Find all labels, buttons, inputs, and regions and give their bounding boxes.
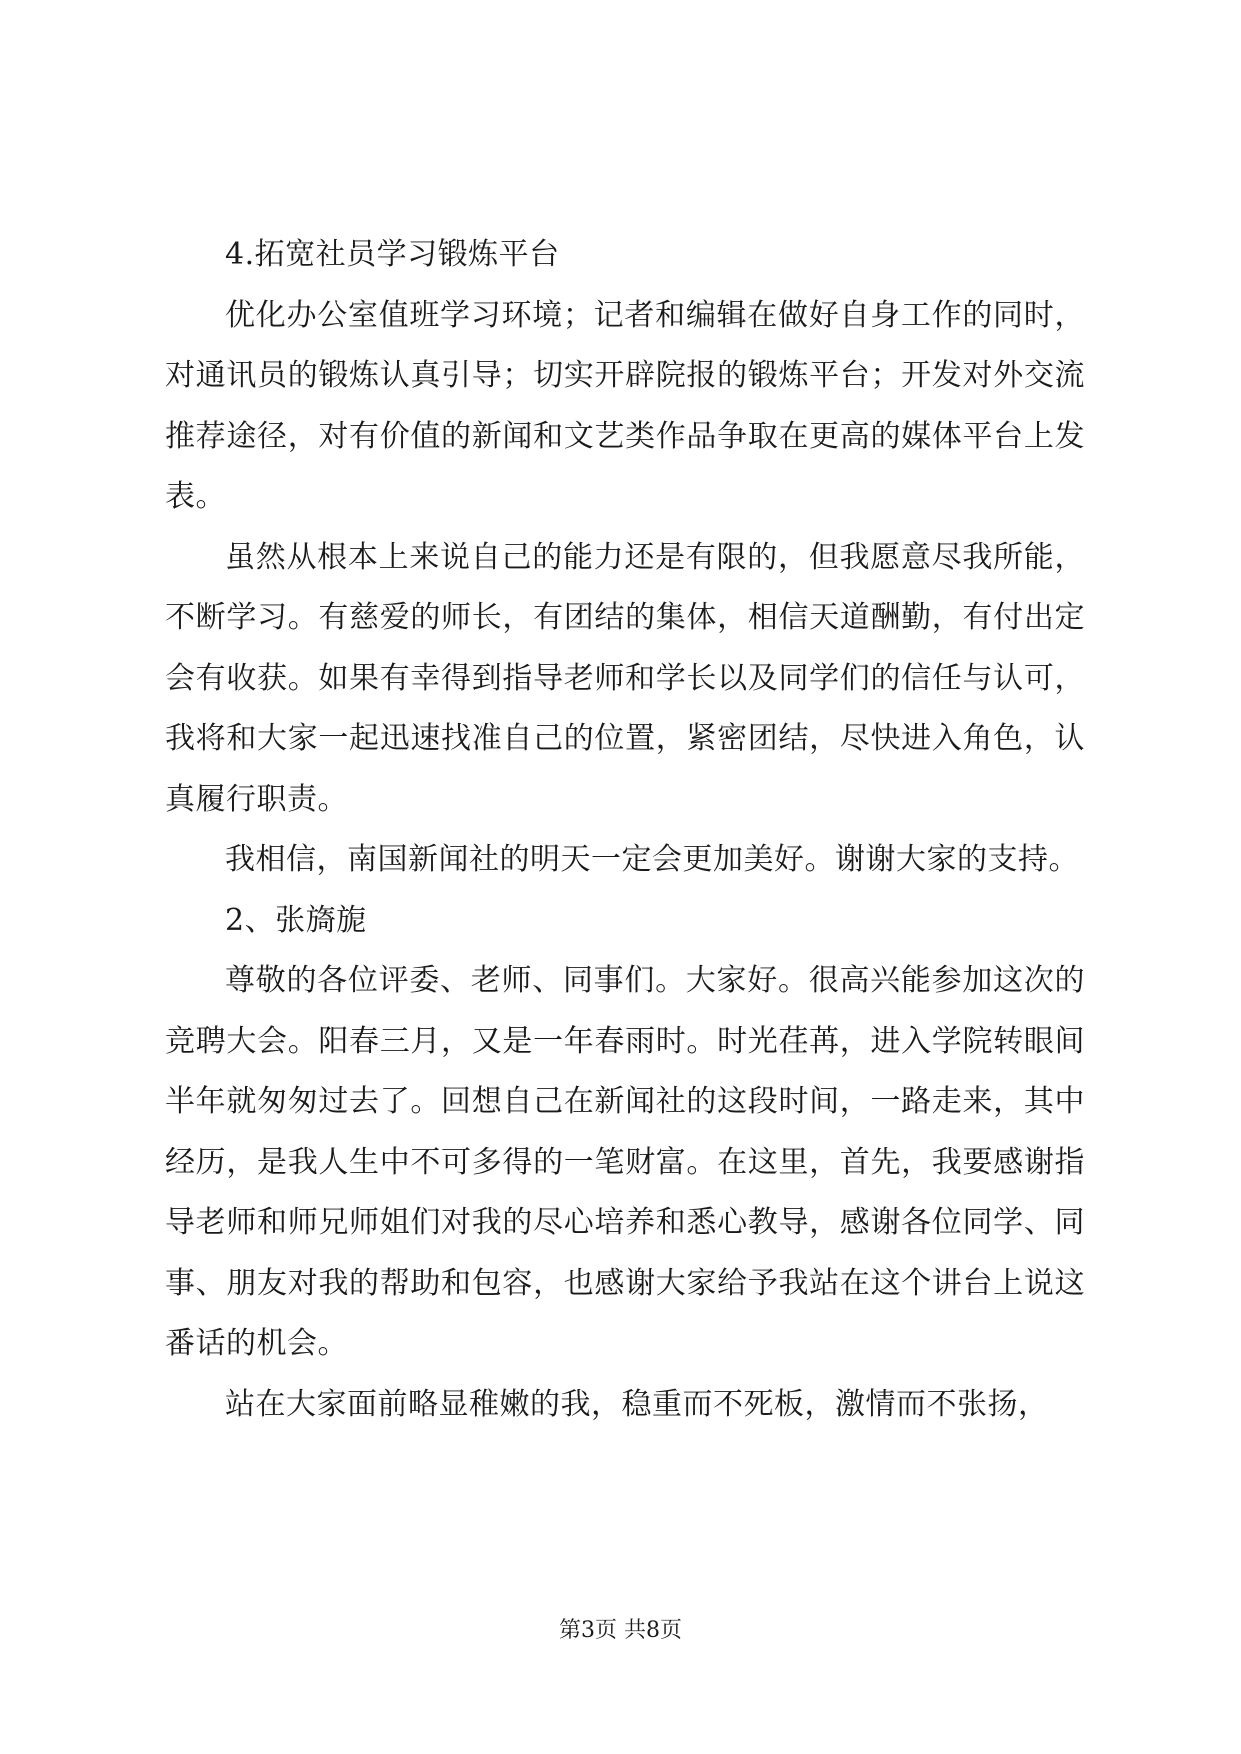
section-heading-4: 4.拓宽社员学习锻炼平台 — [225, 237, 560, 272]
page-footer: 第3页 共8页 — [559, 1618, 682, 1643]
body-paragraph: 站在大家面前略显稚嫩的我，稳重而不死板，激情而不张扬， — [225, 1386, 1049, 1422]
body-paragraph: 尊敬的各位评委、老师、同事们。大家好。很高兴能参加这次的竞聘大会。阳春三月，又是一年春雨时。时光荏苒，进入学院转眼间半年就匆匆过去了。回想自己在新闻社的这段时间，一路走来，其中经历，是我人生中不可多得的一笔财富。在这里，首先，我要感谢指导老师和师兄师姐们对我的尽心培养和悉心教导，感谢各位同学、同事、朋友对我的帮助和包容，也感谢大家给予我站在这个讲台上说这番话的机会。 — [165, 963, 1085, 1361]
document-body — [165, 225, 1085, 1435]
body-paragraph: 我相信，南国新闻社的明天一定会更加美好。谢谢大家的支持。 — [225, 842, 1079, 877]
body-paragraph: 优化办公室值班学习环境；记者和编辑在做好自身工作的同时，对通讯员的锻炼认真引导；切实开辟院报的锻炼平台；开发对外交流推荐途径，对有价值的新闻和文艺类作品争取在更高的媒体平台上发表。 — [165, 297, 1085, 514]
body-paragraph: 虽然从根本上来说自己的能力还是有限的，但我愿意尽我所能，不断学习。有慈爱的师长，有团结的集体，相信天道酬勤，有付出定会有收获。如果有幸得到指导老师和学长以及同学们的信任与认可，我将和大家一起迅速找准自己的位置，紧密团结，尽快进入角色，认真履行职责。 — [165, 539, 1085, 817]
section-heading-2: 2、张旖旎 — [225, 902, 367, 938]
